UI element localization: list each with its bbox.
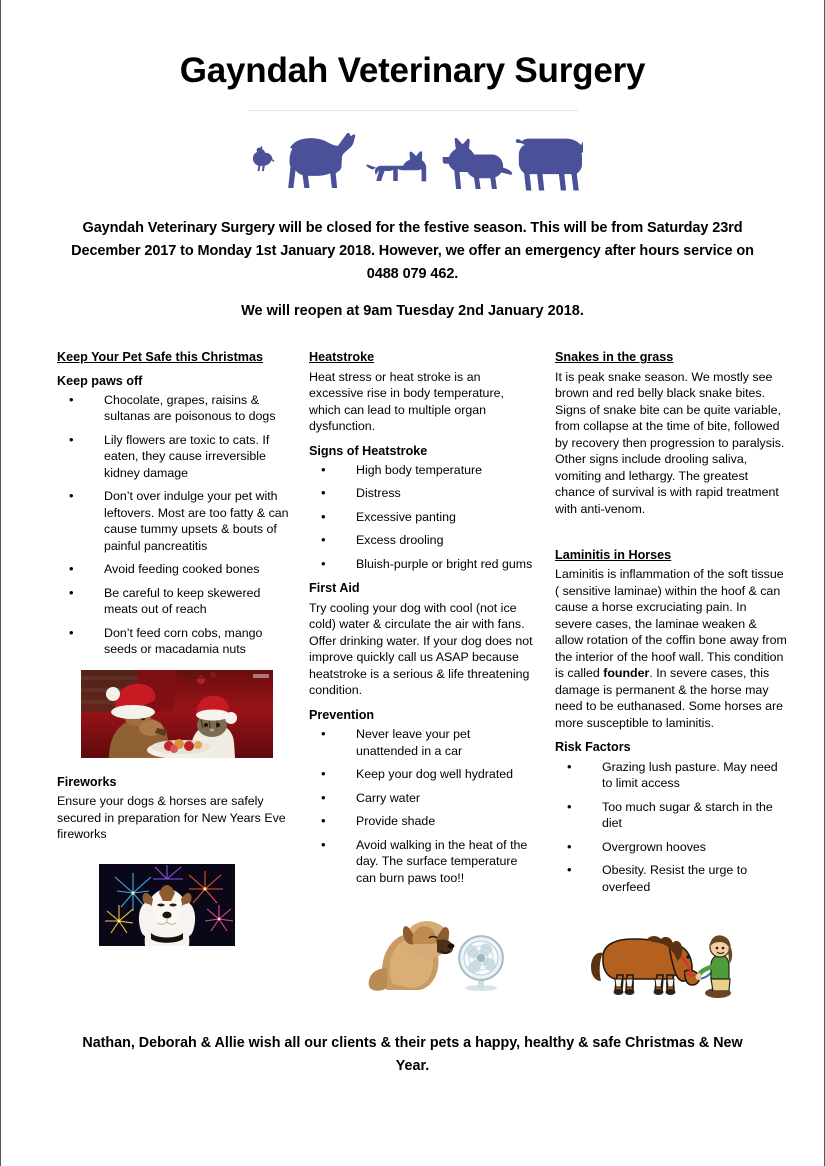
list-keep-paws-off (57, 392, 289, 658)
list-item: • Overgrown hooves (555, 839, 787, 856)
section-heading-heatstroke: Heatstroke (309, 350, 375, 365)
laminitis-part2: . In severe cases, this damage is permanent & the horse may need to be euthanased. Some horses are more susceptible to laminitis. (555, 666, 784, 730)
photo-santa-pets (81, 670, 273, 758)
reopen-announcement: We will reopen at 9am Tuesday 2nd January 2018. (241, 302, 584, 319)
footer-message: Nathan, Deborah & Allie wish all our clients & their pets a happy, healthy & safe Christmas & New Year. (82, 1035, 743, 1075)
subheading-signs: Signs of Heatstroke (309, 443, 428, 458)
list-item: • Never leave your pet unattended in a car (309, 726, 535, 759)
animal-silhouette-logo (1, 115, 824, 193)
farm-animals-icon (243, 115, 583, 191)
subheading-prevention: Prevention (309, 707, 375, 722)
list-item: • Excessive panting (309, 509, 535, 526)
illustration-horse-and-girl (589, 917, 737, 999)
list-item: • Provide shade (309, 813, 535, 830)
column-heatstroke (309, 349, 535, 992)
closure-announcement: Gayndah Veterinary Surgery will be closed for the festive season. This will be from Saturday 23rd December 2017 to Monday 1st January 2018. However, we offer an emergency after hours service on 0488 079 462. (71, 219, 754, 283)
photo-dog-with-fan (357, 906, 509, 992)
section-heading-snakes: Snakes in the grass (555, 350, 674, 365)
list-item: • Too much sugar & starch in the diet (555, 799, 787, 832)
subheading-first-aid: First Aid (309, 581, 360, 596)
subheading-keep-paws-off: Keep paws off (57, 373, 143, 388)
list-item: • High body temperature (309, 462, 535, 479)
list-item: • Grazing lush pasture. May need to limit access (555, 759, 787, 792)
list-item: • Lily flowers are toxic to cats. If eaten, they cause irreversible kidney damage (57, 432, 289, 482)
list-item: • Avoid walking in the heat of the day. The surface temperature can burn paws too!! (309, 837, 535, 887)
subheading-risk-factors: Risk Factors (555, 740, 631, 755)
list-item: • Carry water (309, 790, 535, 807)
dog-icon (442, 137, 512, 188)
list-item: • Be careful to keep skewered meats out of reach (57, 585, 289, 618)
laminitis-part1: Laminitis is inflammation of the soft tissue ( sensitive laminae) within the hoof & can cause a horse excruciating pain. In severe cases, the laminae weaken & allow rotation of the coffin bone away from the interior of the hoof wall. This condition is called (555, 567, 787, 681)
list-item: • Avoid feeding cooked bones (57, 561, 289, 578)
list-item: • Excess drooling (309, 532, 535, 549)
text-snakes: It is peak snake season. We mostly see brown and red belly black snake bites. Signs of snake bite can be quite variable, from collapse at the time of bite, followed by recovery then progression to paralysis. Other signs include drooling saliva, vomiting and lethargy. The greatest chance of survival is with rapid treatment with anti-venom. (555, 369, 785, 516)
list-item: • Keep your dog well hydrated (309, 766, 535, 783)
cow-icon (515, 138, 582, 190)
horse-icon (288, 132, 355, 187)
chicken-icon (252, 145, 274, 170)
list-item: • Bluish-purple or bright red gums (309, 556, 535, 573)
subheading-fireworks: Fireworks (57, 774, 117, 789)
list-risk-factors (555, 759, 787, 896)
list-item: • Don’t feed corn cobs, mango seeds or macadamia nuts (57, 625, 289, 658)
list-item: • Distress (309, 485, 535, 502)
list-signs-of-heatstroke (309, 462, 535, 573)
text-fireworks: Ensure your dogs & horses are safely secured in preparation for New Years Eve fireworks (57, 794, 286, 842)
content-columns (57, 349, 787, 999)
laminitis-founder-bold: founder (603, 666, 650, 681)
list-item: • Chocolate, grapes, raisins & sultanas are poisonous to dogs (57, 392, 289, 425)
column-snakes-laminitis (555, 349, 787, 999)
list-prevention (309, 726, 535, 886)
photo-fireworks-dog (93, 859, 241, 951)
list-item: • Obesity. Resist the urge to overfeed (555, 862, 787, 895)
masthead (1, 0, 824, 111)
section-heading-laminitis: Laminitis in Horses (555, 548, 672, 562)
text-first-aid: Try cooling your dog with cool (not ice cold) water & circulate the air with fans. Offer drinking water. If your dog does not improve quickly call us ASAP because heatstroke is a serious & life threatening condition. (309, 600, 533, 698)
cat-icon (366, 151, 426, 181)
list-item: • Don’t over indulge your pet with leftovers. Most are too fatty & can cause tummy upsets & bouts of painful pancreatitis (57, 488, 289, 554)
text-laminitis (555, 566, 787, 731)
column-pet-safety (57, 349, 289, 951)
section-heading-pet-safety: Keep Your Pet Safe this Christmas (57, 350, 263, 365)
section-gap (555, 525, 787, 547)
page-title: Gayndah Veterinary Surgery (179, 51, 646, 90)
text-heatstroke-intro: Heat stress or heat stroke is an excessive rise in body temperature, which can lead to multiple organ dysfunction. (309, 369, 504, 433)
title-divider (248, 110, 578, 111)
